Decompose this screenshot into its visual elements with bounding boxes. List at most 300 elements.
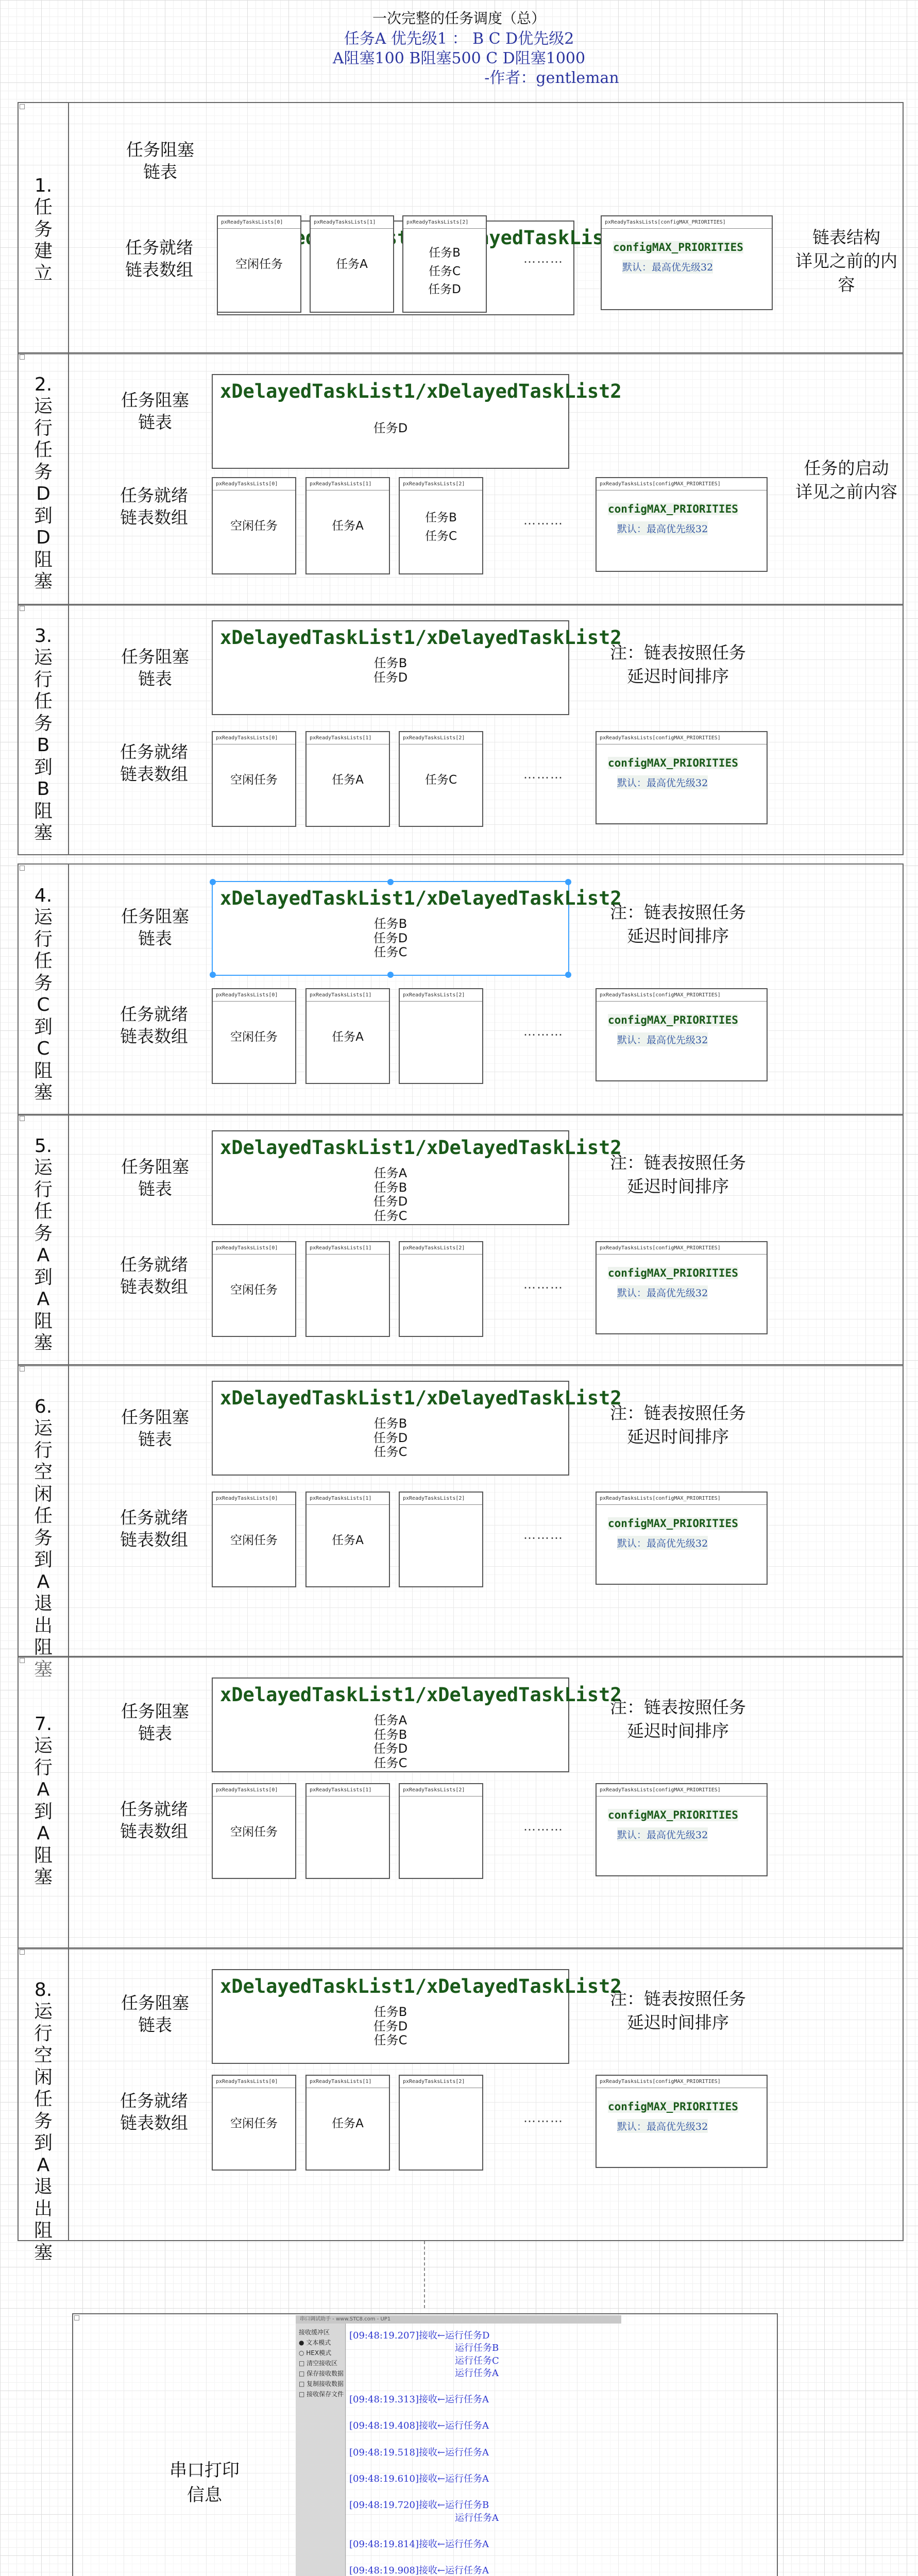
step-title-char: A <box>37 1289 50 1310</box>
ellipsis: ……… <box>523 1277 564 1292</box>
step-title <box>19 175 68 284</box>
delayed-task-item: 任务D <box>373 670 408 685</box>
note-line: 延迟时间排序 <box>627 926 729 946</box>
ready-list-box <box>212 477 296 574</box>
page-title: 一次完整的任务调度（总） <box>372 10 546 27</box>
log-line: [09:48:19.207]接收←运行任务D <box>349 2330 490 2341</box>
step-title-char: 5. <box>34 1136 53 1157</box>
ready-list-header: pxReadyTasksLists[2] <box>400 732 482 744</box>
blocked-list-label <box>96 906 214 950</box>
ready-list-box <box>399 731 483 827</box>
max-priority-list-box <box>596 731 768 824</box>
step-title-char: 到 <box>33 2132 53 2154</box>
step-title-char: 闲 <box>33 1483 53 1505</box>
step-title-char: 行 <box>33 1757 53 1778</box>
delayed-list-title: xDelayedTaskList1/xDelayedTaskList2 <box>220 1137 622 1159</box>
step-title <box>19 885 68 1104</box>
note-line: 延迟时间排序 <box>627 1427 729 1447</box>
config-default-value: 默认：最高优先级32 <box>617 775 708 789</box>
ready-task-entries <box>307 517 389 536</box>
ready-task-entries <box>213 1028 295 1047</box>
ready-task-entries <box>213 1823 295 1842</box>
step-title-char: D <box>36 483 50 505</box>
delayed-task-item: 任务B <box>373 1416 407 1431</box>
delayed-task-entries <box>213 656 568 685</box>
selection-handle[interactable] <box>387 972 394 978</box>
corner-marker <box>74 2315 79 2320</box>
config-max-priorities: configMAX_PRIORITIES <box>608 503 738 515</box>
step-title-char: 阻 <box>33 1844 53 1866</box>
max-priority-header: pxReadyTasksLists[configMAX_PRIORITIES] <box>597 1493 767 1505</box>
step-title-char: 务 <box>33 2110 53 2132</box>
max-priority-list-box <box>596 2075 768 2168</box>
max-priority-list-box <box>601 215 773 310</box>
ready-list-header: pxReadyTasksLists[2] <box>400 1784 482 1797</box>
config-default-value: 默认：最高优先级32 <box>617 1285 708 1299</box>
ready-task-item: 空闲任务 <box>230 773 278 787</box>
ready-list-header: pxReadyTasksLists[1] <box>311 216 393 229</box>
ready-task-entries <box>307 1028 389 1047</box>
label-line: 任务阻塞 <box>121 906 189 926</box>
delayed-task-item: 任务B <box>373 2005 407 2019</box>
ready-task-entries <box>213 1281 295 1300</box>
ready-list-header: pxReadyTasksLists[0] <box>213 989 295 1002</box>
delayed-task-list <box>212 1381 622 1476</box>
ready-task-entries <box>218 256 300 274</box>
ready-list-header: pxReadyTasksLists[2] <box>400 1493 482 1505</box>
step-title-char: 到 <box>33 505 53 527</box>
ready-list-box <box>310 215 394 313</box>
ready-list-box <box>212 731 296 827</box>
ready-list-header: pxReadyTasksLists[0] <box>213 478 295 490</box>
ready-list-header: pxReadyTasksLists[0] <box>218 216 300 229</box>
label-line: 任务阻塞 <box>121 1993 189 2013</box>
ready-list-label <box>95 1799 213 1843</box>
step-title-char: 运 <box>33 396 53 417</box>
ready-list-header: pxReadyTasksLists[0] <box>213 1784 295 1797</box>
label-line: 任务就绪 <box>125 238 193 258</box>
log-line: 运行任务C <box>455 2355 499 2366</box>
ellipsis: ……… <box>523 251 564 266</box>
ready-task-item: 空闲任务 <box>230 1825 278 1839</box>
step-title <box>19 1979 68 2264</box>
step-title-char: 务 <box>33 972 53 994</box>
max-priority-list-box <box>596 1492 768 1585</box>
serial-option[interactable]: ● 文本模式 <box>299 2339 331 2346</box>
step-title-char: 塞 <box>33 1082 53 1104</box>
ready-list-box <box>305 1241 390 1337</box>
note-line: 详见之前内容 <box>795 482 897 502</box>
step-title-char: 塞 <box>33 1658 53 1680</box>
step-title-char: 闲 <box>33 2066 53 2088</box>
delayed-task-item: 任务C <box>373 1445 407 1460</box>
note-line: 延迟时间排序 <box>627 2012 729 2033</box>
log-line: [09:48:19.610]接收←运行任务A <box>349 2473 489 2485</box>
step-title-char: 运 <box>33 647 53 669</box>
ellipsis: ……… <box>523 767 564 782</box>
step-title-char: 塞 <box>33 822 53 844</box>
log-line: [09:48:19.814]接收←运行任务A <box>349 2538 489 2550</box>
step-title-char: B <box>37 778 50 800</box>
delayed-list-title: xDelayedTaskList1/xDelayedTaskList2 <box>220 1387 622 1409</box>
section-note <box>585 1401 771 1449</box>
ready-list-box <box>212 1783 296 1879</box>
step-title-char: 空 <box>33 2045 53 2066</box>
step-number-column <box>19 353 69 605</box>
delayed-task-list <box>212 1677 622 1772</box>
step-title-char: 阻 <box>33 1060 53 1081</box>
note-line: 任务的启动 <box>804 458 889 478</box>
label-line: 任务就绪 <box>120 485 188 505</box>
step-title-char: 建 <box>33 241 53 262</box>
delayed-list-title: xDelayedTaskList1/xDelayedTaskList2 <box>220 887 622 909</box>
log-line: 运行任务A <box>455 2367 499 2379</box>
label-line: 链表数组 <box>120 507 188 528</box>
step-title-char: 到 <box>33 1549 53 1571</box>
step-title-char: A <box>37 1245 50 1266</box>
step-number-column <box>19 1365 69 1680</box>
label-line: 链表 <box>138 1178 172 1199</box>
serial-label <box>120 2459 290 2507</box>
serial-option[interactable]: ○ HEX模式 <box>299 2349 332 2357</box>
ready-list-box <box>305 1492 390 1587</box>
step-title-char: 3. <box>34 625 53 647</box>
ellipsis: ……… <box>523 513 564 528</box>
delayed-task-item: 任务B <box>373 917 407 931</box>
step-title-char: 行 <box>33 417 53 439</box>
selection-handle[interactable] <box>565 879 571 885</box>
label-line: 任务阻塞 <box>121 390 189 410</box>
delayed-task-entries <box>213 917 568 960</box>
delayed-task-item: 任务C <box>373 945 407 960</box>
ready-list-label <box>95 2090 213 2134</box>
step-title-char: 6. <box>34 1396 53 1417</box>
selection-handle[interactable] <box>210 972 216 978</box>
ready-list-header: pxReadyTasksLists[0] <box>213 732 295 744</box>
ready-task-entries <box>311 256 393 274</box>
ready-list-box <box>212 988 296 1084</box>
ready-task-entries <box>213 517 295 536</box>
delayed-task-list <box>212 1130 622 1225</box>
step-number-column <box>19 1657 69 1948</box>
selection-handle[interactable] <box>565 972 571 978</box>
ready-list-box <box>399 477 483 574</box>
note-line: 注：链表按照任务 <box>610 1697 746 1717</box>
blocked-list-label <box>96 389 214 434</box>
ready-task-item: 任务A <box>332 1534 364 1547</box>
ready-task-entries <box>400 509 482 546</box>
note-line: 注：链表按照任务 <box>610 1403 746 1423</box>
step-section <box>18 102 904 354</box>
note-line: 延迟时间排序 <box>627 1721 729 1741</box>
serial-option[interactable]: □ 复制接收数据 <box>299 2380 344 2387</box>
ready-task-item: 任务A <box>336 258 368 271</box>
blocked-list-label <box>96 1992 214 2037</box>
label-line: 链表 <box>138 1723 172 1743</box>
ready-task-entries <box>400 771 482 790</box>
label-line: 任务就绪 <box>120 1004 188 1024</box>
config-max-priorities: configMAX_PRIORITIES <box>608 1809 738 1821</box>
step-section <box>18 352 904 606</box>
config-default-value: 默认：最高优先级32 <box>617 2119 708 2133</box>
step-title-char: 行 <box>33 669 53 690</box>
ready-list-label <box>95 485 213 529</box>
max-priority-list-box <box>596 1783 768 1876</box>
step-title-char: 行 <box>33 1179 53 1200</box>
step-title-char: 立 <box>33 262 53 284</box>
ready-list-header: pxReadyTasksLists[1] <box>307 989 389 1002</box>
step-title-char: A <box>37 1823 50 1844</box>
delayed-task-item: 任务D <box>373 2019 408 2033</box>
ready-task-entries <box>213 2115 295 2133</box>
delayed-task-item: 任务C <box>373 2033 407 2048</box>
note-line: 链表结构 <box>812 227 880 247</box>
step-number-column <box>19 865 69 1115</box>
step-number-column <box>19 1948 69 2263</box>
delayed-task-list <box>212 881 622 976</box>
label-line: 任务就绪 <box>120 1799 188 1819</box>
max-priority-header: pxReadyTasksLists[configMAX_PRIORITIES] <box>602 216 772 229</box>
ready-task-entries <box>403 244 486 299</box>
delayed-task-item: 任务D <box>373 421 408 435</box>
step-title-char: 塞 <box>33 571 53 592</box>
step-title-char: 到 <box>33 1016 53 1038</box>
config-max-priorities: configMAX_PRIORITIES <box>613 241 743 253</box>
label-line: 链表数组 <box>125 259 193 280</box>
serial-option[interactable]: □ 保存接收数据 <box>299 2370 344 2377</box>
ready-task-entries <box>307 1532 389 1550</box>
step-title-char: C <box>37 1038 50 1060</box>
ellipsis: ……… <box>523 1819 564 1834</box>
selection-handle[interactable] <box>387 879 394 885</box>
ready-list-box <box>305 477 390 574</box>
delayed-task-list <box>212 1969 622 2064</box>
max-priority-header: pxReadyTasksLists[configMAX_PRIORITIES] <box>597 989 767 1002</box>
ready-list-header: pxReadyTasksLists[2] <box>403 216 486 229</box>
label-line: 任务阻塞 <box>121 1701 189 1721</box>
log-entry <box>349 2394 617 2406</box>
step-title-char: 7. <box>34 1714 53 1735</box>
config-default-value: 默认：最高优先级32 <box>617 1827 708 1841</box>
note-line: 注：链表按照任务 <box>610 1989 746 2009</box>
ready-list-header: pxReadyTasksLists[2] <box>400 2076 482 2088</box>
author-line: -作者：gentleman <box>484 69 619 87</box>
ready-list-box <box>399 2075 483 2171</box>
label-line: 任务阻塞 <box>121 1407 189 1427</box>
label-line: 任务就绪 <box>120 1255 188 1275</box>
label-line: 链表数组 <box>120 1821 188 1841</box>
delayed-task-entries <box>213 1714 568 1770</box>
dashed-connector <box>424 2241 425 2308</box>
step-title-char: D <box>36 527 50 549</box>
delayed-list-title: xDelayedTaskList1/xDelayedTaskList2 <box>220 1975 622 1997</box>
ready-list-label <box>95 741 213 786</box>
label-line: 链表 <box>143 161 177 182</box>
config-default-value: 默认：最高优先级32 <box>617 1536 708 1550</box>
label-line: 任务就绪 <box>120 1507 188 1528</box>
note-line: 容 <box>838 275 855 295</box>
step-title-char: 2. <box>34 374 53 395</box>
ready-task-item: 空闲任务 <box>230 1283 278 1297</box>
step-title-char: 阻 <box>33 1310 53 1332</box>
delayed-task-item: 任务A <box>373 1713 407 1727</box>
section-note <box>585 1696 771 1743</box>
step-title-char: 阻 <box>33 1637 53 1658</box>
ellipsis: ……… <box>523 1024 564 1039</box>
log-line: [09:48:19.720]接收←运行任务B <box>349 2500 489 2511</box>
delayed-task-item: 任务D <box>373 1741 408 1756</box>
step-title-char: 任 <box>33 1505 53 1527</box>
ready-task-item: 空闲任务 <box>230 2117 278 2130</box>
blocked-list-label <box>96 1701 214 1745</box>
step-title-char: 退 <box>33 1593 53 1615</box>
delayed-task-item: 任务B <box>373 1727 407 1742</box>
config-default-value: 默认：最高优先级32 <box>617 1032 708 1046</box>
selection-handle[interactable] <box>210 879 216 885</box>
log-line: 运行任务B <box>455 2343 499 2354</box>
log-line: [09:48:19.908]接收←运行任务A <box>349 2565 489 2576</box>
step-title-char: 出 <box>33 1615 53 1636</box>
ready-list-header: pxReadyTasksLists[2] <box>400 989 482 1002</box>
serial-option[interactable]: □ 清空接收区 <box>299 2360 338 2367</box>
ready-list-label <box>95 1004 213 1048</box>
ready-task-item: 任务A <box>332 519 364 533</box>
delayed-task-list <box>212 374 622 469</box>
step-section <box>18 1364 904 1680</box>
ready-task-item: 空闲任务 <box>235 258 283 271</box>
log-entry <box>349 2473 617 2485</box>
ellipsis: ……… <box>523 2111 564 2125</box>
serial-section <box>72 2313 778 2576</box>
ready-task-entries <box>213 771 295 790</box>
step-title <box>19 1396 68 1681</box>
step-title-char: 行 <box>33 2023 53 2044</box>
ready-task-item: 任务A <box>332 2117 364 2130</box>
note-line: 注：链表按照任务 <box>610 902 746 922</box>
label-line: 链表数组 <box>120 1529 188 1550</box>
ready-list-header: pxReadyTasksLists[1] <box>307 1242 389 1255</box>
ready-list-header: pxReadyTasksLists[1] <box>307 1784 389 1797</box>
log-line: 运行任务A <box>455 2512 499 2523</box>
label-line: 链表 <box>138 1429 172 1449</box>
delayed-task-item: 任务D <box>373 1194 408 1209</box>
serial-option[interactable]: □ 接收保存文件 <box>299 2391 344 2398</box>
ready-list-header: pxReadyTasksLists[1] <box>307 732 389 744</box>
ready-list-box <box>399 1241 483 1337</box>
step-section <box>18 604 904 855</box>
delayed-task-item: 任务D <box>373 930 408 945</box>
config-default-value: 默认：最高优先级32 <box>622 260 713 274</box>
ready-list-label <box>100 237 218 281</box>
delayed-task-item: 任务B <box>373 1180 407 1195</box>
blocked-list-label <box>96 1156 214 1200</box>
ready-list-box <box>305 988 390 1084</box>
label-line: 链表 <box>138 412 172 432</box>
note-line: 注：链表按照任务 <box>610 642 746 663</box>
step-title-char: 阻 <box>33 549 53 570</box>
serial-window-title: 串口调试助手 - www.STC8.com - UP1 <box>296 2315 621 2324</box>
max-priority-header: pxReadyTasksLists[configMAX_PRIORITIES] <box>597 732 767 744</box>
step-number-column <box>19 103 69 353</box>
step-title-char: 务 <box>33 1527 53 1549</box>
ready-task-entries <box>307 2115 389 2133</box>
section-note <box>585 1151 771 1198</box>
ellipsis: ……… <box>523 1528 564 1542</box>
note-line: 详见之前的内 <box>795 251 897 272</box>
ready-list-box <box>399 1783 483 1879</box>
label-line: 链表数组 <box>120 764 188 784</box>
ready-list-header: pxReadyTasksLists[1] <box>307 1493 389 1505</box>
ready-list-header: pxReadyTasksLists[2] <box>400 1242 482 1255</box>
ready-list-box <box>399 988 483 1084</box>
step-title-char: 空 <box>33 1462 53 1483</box>
serial-option: 接收缓冲区 <box>299 2329 330 2336</box>
section-note <box>585 1987 771 2035</box>
delayed-task-entries <box>213 421 568 436</box>
step-title-char: A <box>37 1779 50 1801</box>
label-line: 链表数组 <box>120 1276 188 1297</box>
note-line: 延迟时间排序 <box>627 666 729 687</box>
step-title-char: C <box>37 994 50 1016</box>
step-title-char: 塞 <box>33 2242 53 2263</box>
step-number-column <box>19 605 69 854</box>
ready-list-box <box>217 215 301 313</box>
step-section <box>18 1947 904 2263</box>
config-max-priorities: configMAX_PRIORITIES <box>608 757 738 769</box>
step-title <box>19 1136 68 1354</box>
log-entry <box>349 2565 617 2576</box>
ready-task-item: 任务C <box>428 264 461 278</box>
ready-task-item: 任务C <box>424 529 457 543</box>
ready-task-item: 任务C <box>424 773 457 787</box>
log-entry <box>349 2447 617 2459</box>
ready-task-item: 任务B <box>429 246 461 260</box>
label-line: 任务阻塞 <box>126 140 194 160</box>
section-note <box>785 456 908 504</box>
ready-list-header: pxReadyTasksLists[2] <box>400 478 482 490</box>
config-default-value: 默认：最高优先级32 <box>617 521 708 535</box>
label-line: 链表数组 <box>120 2112 188 2133</box>
delayed-task-list <box>212 620 622 715</box>
ready-list-box <box>305 2075 390 2171</box>
priority-line: 任务A 优先级1 ： B C D优先级2 <box>344 30 574 48</box>
step-section <box>18 1656 904 1950</box>
max-priority-header: pxReadyTasksLists[configMAX_PRIORITIES] <box>597 1784 767 1797</box>
ready-list-header: pxReadyTasksLists[0] <box>213 2076 295 2088</box>
log-entry <box>349 2330 617 2380</box>
step-title-char: A <box>37 1571 50 1592</box>
step-number-column <box>19 1115 69 1365</box>
label-line: 链表数组 <box>120 1026 188 1046</box>
step-title-char: 务 <box>33 1223 53 1244</box>
ready-task-item: 任务A <box>332 773 364 787</box>
step-title-char: 到 <box>33 1801 53 1822</box>
note-line: 注：链表按照任务 <box>610 1153 746 1173</box>
ready-list-box <box>212 2075 296 2171</box>
step-title <box>19 1714 68 1889</box>
ready-list-box <box>399 1492 483 1587</box>
label-line: 链表 <box>138 668 172 689</box>
delayed-task-item: 任务A <box>373 1166 407 1180</box>
log-line: [09:48:19.518]接收←运行任务A <box>349 2447 489 2458</box>
label-line: 任务就绪 <box>120 742 188 762</box>
ready-list-label <box>95 1507 213 1551</box>
note-line: 延迟时间排序 <box>627 1176 729 1197</box>
step-title-char: 塞 <box>33 1332 53 1354</box>
step-title-char: 任 <box>33 2089 53 2110</box>
delayed-list-title: xDelayedTaskList1/xDelayedTaskList2 <box>220 1684 622 1706</box>
ready-task-item: 任务A <box>332 1030 364 1044</box>
